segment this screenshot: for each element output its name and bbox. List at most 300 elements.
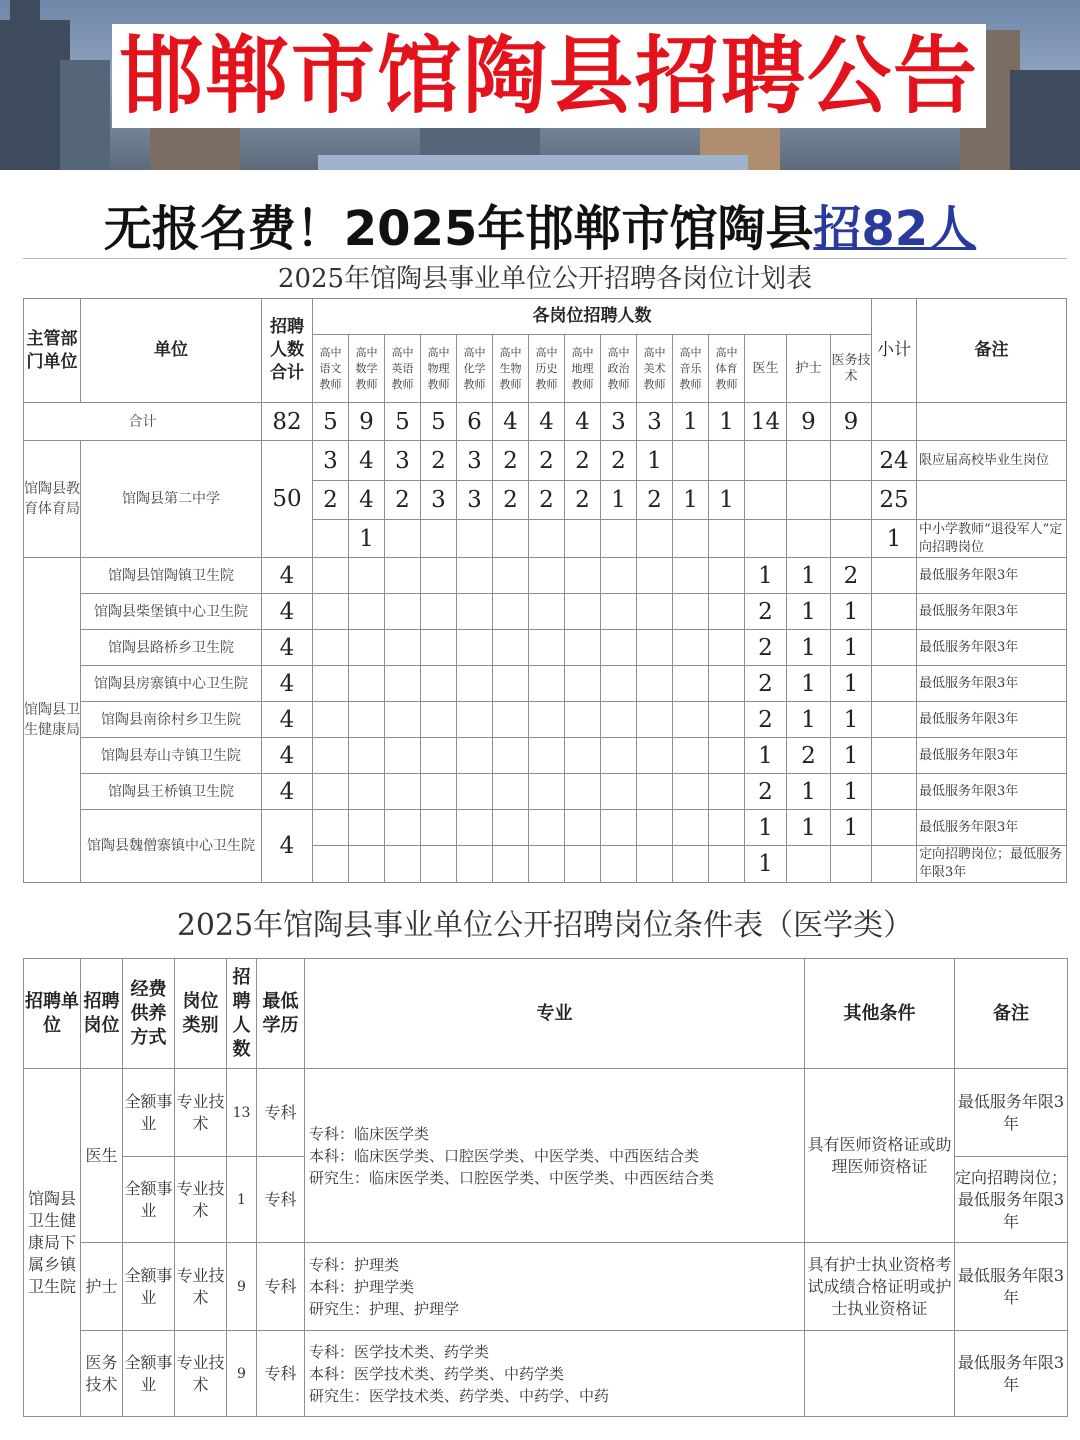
cond-funding: 全额事业 [123,1157,175,1243]
position-count [493,846,529,883]
position-count [673,630,709,666]
cond-category: 专业技术 [175,1331,227,1417]
cond-majors-tech [305,1331,805,1417]
position-count [349,738,385,774]
position-count [385,520,421,558]
position-count [313,846,349,883]
position-count: 3 [385,441,421,481]
header-positions-group: 各岗位招聘人数 [313,299,872,335]
major-line: 本科：医学技术类、药学类、中药学类 [309,1364,565,1383]
cond-header-funding: 经费供养方式 [123,959,175,1069]
cond-header-major: 专业 [305,959,805,1069]
position-header: 护士 [787,335,831,403]
position-header: 医务技术 [831,335,872,403]
cond-remark: 最低服务年限3年 [955,1069,1068,1157]
cond-header-category: 岗位类别 [175,959,227,1069]
position-count: 1 [601,481,637,520]
row-subtotal [872,630,917,666]
position-count [787,441,831,481]
position-header: 高中美术教师 [637,335,673,403]
position-count: 2 [529,481,565,520]
position-count [709,594,745,630]
unit-total: 4 [262,594,313,630]
unit-name: 馆陶县南徐村乡卫生院 [81,702,262,738]
position-count [421,846,457,883]
tech-count [831,846,872,883]
position-count [349,774,385,810]
position-count [529,520,565,558]
position-count [421,774,457,810]
position-count [457,630,493,666]
row-subtotal [872,558,917,594]
major-line: 研究生：临床医学类、口腔医学类、中医学类、中西医结合类 [309,1168,715,1187]
header-dept: 主管部门单位 [24,299,81,403]
cond-category: 专业技术 [175,1069,227,1157]
total-position-count: 9 [787,403,831,441]
total-position-count: 14 [745,403,787,441]
row-subtotal [872,594,917,630]
unit-name: 馆陶县柴堡镇中心卫生院 [81,594,262,630]
total-position-count: 5 [421,403,457,441]
unit-total: 4 [262,738,313,774]
position-header: 高中地理教师 [565,335,601,403]
row-subtotal: 24 [872,441,917,481]
tech-count: 1 [831,738,872,774]
position-count [709,520,745,558]
cond-header-remark: 备注 [955,959,1068,1069]
position-count [457,520,493,558]
nurse-count: 1 [787,666,831,702]
position-count [673,738,709,774]
nurse-count: 1 [787,594,831,630]
position-count [529,738,565,774]
position-count: 1 [349,520,385,558]
doctor-count: 1 [745,846,787,883]
position-count [349,558,385,594]
position-count [457,774,493,810]
position-count [313,520,349,558]
position-count [421,520,457,558]
position-count [831,481,872,520]
nurse-count: 1 [787,558,831,594]
position-count [385,846,421,883]
position-count [565,810,601,846]
doctor-count: 1 [745,810,787,846]
unit-total: 4 [262,558,313,594]
subtitle-link[interactable]: 招82人 [813,201,977,257]
position-header: 高中历史教师 [529,335,565,403]
position-count [529,666,565,702]
unit-name: 馆陶县王桥镇卫生院 [81,774,262,810]
position-count: 2 [313,481,349,520]
position-count [709,630,745,666]
position-count [673,774,709,810]
position-count: 2 [529,441,565,481]
position-count [529,594,565,630]
position-count [493,774,529,810]
cond-education: 专科 [257,1243,305,1331]
doctor-count: 1 [745,738,787,774]
header-unit: 单位 [81,299,262,403]
position-count: 4 [349,481,385,520]
row-subtotal [872,738,917,774]
total-position-count: 1 [673,403,709,441]
position-count [637,810,673,846]
position-count [673,558,709,594]
nurse-count [787,846,831,883]
cond-other-tech [805,1331,955,1417]
cond-other-nurse: 具有护士执业资格考试成绩合格证明或护士执业资格证 [805,1243,955,1331]
position-count: 2 [565,481,601,520]
header-total: 招聘人数合计 [262,299,313,403]
position-count: 2 [493,481,529,520]
position-count [493,738,529,774]
subtitle [0,190,1080,259]
position-count [565,702,601,738]
position-count [385,594,421,630]
position-count [457,666,493,702]
unit-total: 4 [262,774,313,810]
position-count [349,666,385,702]
position-count [529,630,565,666]
position-count [313,774,349,810]
position-count [457,558,493,594]
position-count [601,594,637,630]
tech-count: 1 [831,810,872,846]
position-count [565,520,601,558]
position-count [637,702,673,738]
unit-total: 4 [262,666,313,702]
position-count: 3 [313,441,349,481]
position-count [421,594,457,630]
nurse-count: 1 [787,630,831,666]
position-count [421,558,457,594]
position-header: 高中英语教师 [385,335,421,403]
banner [0,0,1080,170]
position-count [745,481,787,520]
position-count [709,702,745,738]
major-line: 专科：医学技术类、药学类 [309,1342,490,1361]
position-count [493,594,529,630]
position-count [565,846,601,883]
row-remark: 最低服务年限3年 [917,738,1067,774]
dept-health: 馆陶县卫生健康局 [24,558,81,883]
position-count [313,810,349,846]
position-count [673,441,709,481]
total-position-count: 4 [493,403,529,441]
row-remark: 中小学教师“退役军人”定向招聘岗位 [917,520,1067,558]
position-header: 高中语文教师 [313,335,349,403]
row-remark [917,481,1067,520]
total-position-count: 6 [457,403,493,441]
row-remark: 最低服务年限3年 [917,594,1067,630]
position-count [601,666,637,702]
position-count [709,738,745,774]
total-position-count: 9 [831,403,872,441]
position-count: 3 [457,441,493,481]
total-subtotal [872,403,917,441]
position-count [637,738,673,774]
position-count [787,481,831,520]
tech-count: 1 [831,774,872,810]
position-count [349,594,385,630]
position-count [601,630,637,666]
position-count [637,630,673,666]
position-header: 高中音乐教师 [673,335,709,403]
position-count [637,774,673,810]
position-count [493,666,529,702]
total-position-count: 1 [709,403,745,441]
position-count [421,630,457,666]
position-count [709,558,745,594]
position-count [421,810,457,846]
position-count [349,810,385,846]
total-remark [917,403,1067,441]
doctor-count: 2 [745,702,787,738]
total-position-count: 4 [529,403,565,441]
cond-remark: 最低服务年限3年 [955,1331,1068,1417]
position-count [457,594,493,630]
position-count [385,810,421,846]
header-subtotal: 小计 [872,299,917,403]
doctor-count: 2 [745,594,787,630]
cond-majors-doctor [305,1069,805,1243]
cond-header-post: 招聘岗位 [81,959,123,1069]
tech-count: 1 [831,630,872,666]
unit-total: 4 [262,810,313,883]
position-count [457,702,493,738]
cond-majors-nurse [305,1243,805,1331]
cond-count: 1 [227,1157,257,1243]
position-header: 高中政治教师 [601,335,637,403]
cond-header-count: 招聘人数 [227,959,257,1069]
unit-name: 馆陶县馆陶镇卫生院 [81,558,262,594]
row-remark: 最低服务年限3年 [917,810,1067,846]
total-label: 合计 [24,403,262,441]
row-subtotal [872,810,917,846]
position-count [673,702,709,738]
cond-category: 专业技术 [175,1243,227,1331]
position-count: 2 [637,481,673,520]
position-count [601,810,637,846]
position-count [349,630,385,666]
position-count [673,520,709,558]
position-count [709,810,745,846]
position-count [673,594,709,630]
position-count [637,520,673,558]
row-subtotal [872,702,917,738]
unit-total: 50 [262,441,313,558]
cond-count: 13 [227,1069,257,1157]
position-count [385,630,421,666]
position-count [385,738,421,774]
position-count [565,630,601,666]
banner-title: 邯郸市馆陶县招聘公告 [118,27,979,125]
row-remark: 最低服务年限3年 [917,558,1067,594]
total-position-count: 4 [565,403,601,441]
position-count [565,666,601,702]
position-count: 2 [493,441,529,481]
cond-funding: 全额事业 [123,1243,175,1331]
row-remark: 定向招聘岗位；最低服务年限3年 [917,846,1067,883]
position-count [601,520,637,558]
major-line: 本科：临床医学类、口腔医学类、中医学类、中西医结合类 [309,1146,700,1165]
position-header: 高中化学教师 [457,335,493,403]
position-count [673,846,709,883]
row-subtotal [872,846,917,883]
cond-header-other: 其他条件 [805,959,955,1069]
position-count [787,520,831,558]
tech-count: 2 [831,558,872,594]
cond-post-tech: 医务技术 [81,1331,123,1417]
cond-education: 专科 [257,1157,305,1243]
position-count [529,702,565,738]
position-count [313,738,349,774]
position-count [313,702,349,738]
position-count: 4 [349,441,385,481]
position-header: 高中体育教师 [709,335,745,403]
row-remark: 限应届高校毕业生岗位 [917,441,1067,481]
row-remark: 最低服务年限3年 [917,774,1067,810]
banner-title-box [112,24,986,128]
position-count [529,558,565,594]
total-position-count: 9 [349,403,385,441]
cond-funding: 全额事业 [123,1069,175,1157]
position-count [529,846,565,883]
cond-category: 专业技术 [175,1157,227,1243]
position-count [709,666,745,702]
major-line: 专科：临床医学类 [309,1124,430,1143]
position-count [385,558,421,594]
position-count [385,666,421,702]
position-count [565,558,601,594]
row-subtotal: 25 [872,481,917,520]
cond-education: 专科 [257,1331,305,1417]
doctor-count: 1 [745,558,787,594]
nurse-count: 1 [787,702,831,738]
position-count: 3 [421,481,457,520]
position-count [831,441,872,481]
cond-education: 专科 [257,1069,305,1157]
doctor-count: 2 [745,666,787,702]
position-count [313,666,349,702]
position-header: 高中物理教师 [421,335,457,403]
position-count [673,810,709,846]
tech-count: 1 [831,702,872,738]
position-count [421,738,457,774]
position-count: 2 [385,481,421,520]
major-line: 本科：护理学类 [309,1277,415,1296]
cond-remark: 最低服务年限3年 [955,1243,1068,1331]
major-line: 研究生：医学技术类、药学类、中药学、中药 [309,1386,610,1405]
cond-other-doctor: 具有医师资格证或助理医师资格证 [805,1069,955,1243]
position-count: 1 [637,441,673,481]
position-count [637,558,673,594]
position-count [831,520,872,558]
unit-name: 馆陶县寿山寺镇卫生院 [81,738,262,774]
position-count [565,594,601,630]
position-count [601,846,637,883]
cond-count: 9 [227,1243,257,1331]
row-subtotal [872,774,917,810]
position-count [601,774,637,810]
total-position-count: 3 [601,403,637,441]
banner-stripe [318,155,748,170]
unit-name: 馆陶县魏僧寨镇中心卫生院 [81,810,262,883]
position-count [601,558,637,594]
position-count [565,774,601,810]
major-line: 专科：护理类 [309,1255,400,1274]
position-count [313,630,349,666]
position-header: 高中数学教师 [349,335,385,403]
header-remark: 备注 [917,299,1067,403]
position-count: 2 [601,441,637,481]
unit-name: 馆陶县第二中学 [81,441,262,558]
position-count [493,558,529,594]
position-count: 2 [421,441,457,481]
major-line: 研究生：护理、护理学 [309,1299,460,1318]
position-count [745,520,787,558]
unit-name: 馆陶县路桥乡卫生院 [81,630,262,666]
unit-total: 4 [262,630,313,666]
position-count [493,702,529,738]
nurse-count: 2 [787,738,831,774]
total-position-count: 3 [637,403,673,441]
total-position-count: 5 [313,403,349,441]
nurse-count: 1 [787,774,831,810]
cond-count: 9 [227,1331,257,1417]
position-count: 3 [457,481,493,520]
row-remark: 最低服务年限3年 [917,702,1067,738]
row-remark: 最低服务年限3年 [917,630,1067,666]
position-count [349,702,385,738]
position-count [601,702,637,738]
position-count [529,774,565,810]
tech-count: 1 [831,666,872,702]
position-count [709,846,745,883]
doctor-count: 2 [745,630,787,666]
position-count [709,774,745,810]
position-count [349,846,385,883]
position-count [385,702,421,738]
unit-total: 4 [262,702,313,738]
total-count: 82 [262,403,313,441]
row-remark: 最低服务年限3年 [917,666,1067,702]
position-count [673,666,709,702]
cond-header-unit: 招聘单位 [24,959,81,1069]
position-count [457,738,493,774]
position-header: 高中生物教师 [493,335,529,403]
position-count [421,702,457,738]
position-count [493,520,529,558]
cond-remark: 定向招聘岗位；最低服务年限3年 [955,1157,1068,1243]
cond-table-title: 2025年馆陶县事业单位公开招聘岗位条件表（医学类） [176,908,914,943]
cond-post-nurse: 护士 [81,1243,123,1331]
nurse-count: 1 [787,810,831,846]
position-count [493,630,529,666]
position-count [385,774,421,810]
position-count [637,846,673,883]
position-count [637,666,673,702]
position-count: 1 [709,481,745,520]
plan-table [23,298,1067,883]
position-count [709,441,745,481]
position-count [493,810,529,846]
position-count [457,846,493,883]
position-count [745,441,787,481]
subtitle-lead: 无报名费！2025年邯郸市馆陶县 [103,201,814,257]
position-count [637,594,673,630]
